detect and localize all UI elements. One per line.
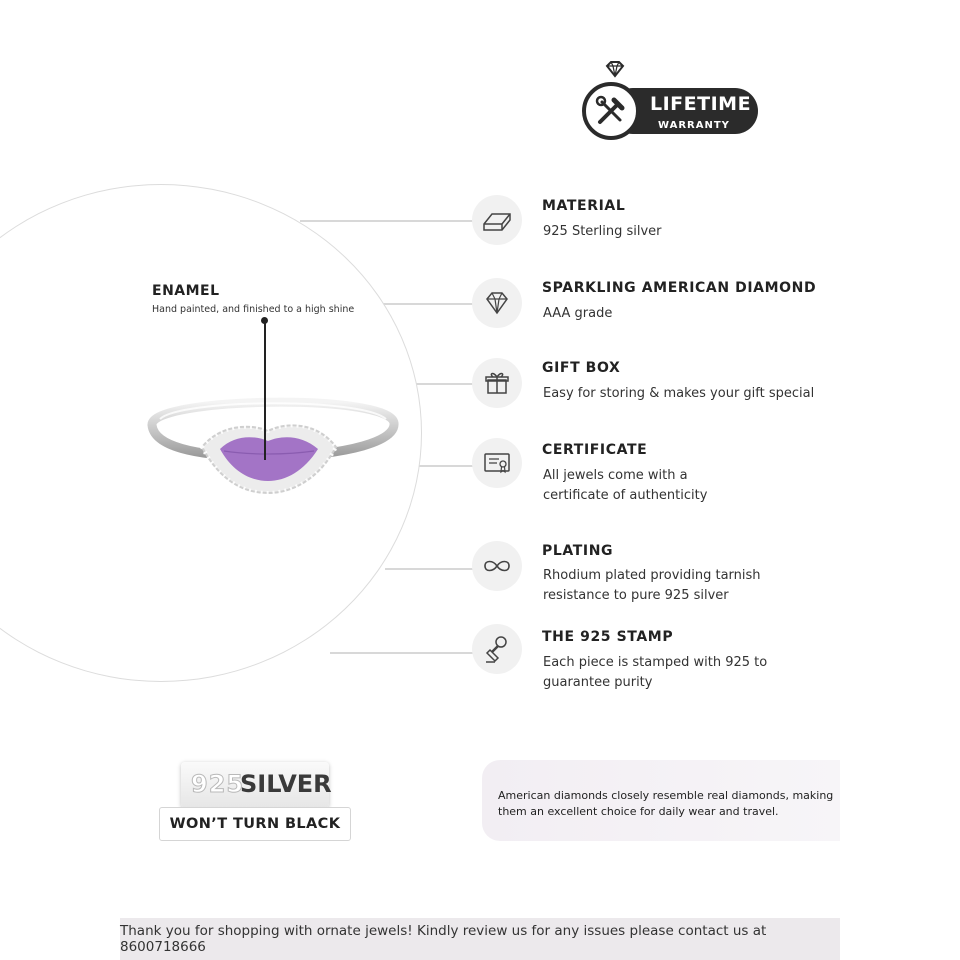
feature-title-gift-box: GIFT BOX xyxy=(542,360,621,376)
infinity-icon xyxy=(472,541,522,591)
feature-desc-certificate: All jewels come with a certificate of authenticity xyxy=(543,468,708,503)
silver-925-number: 925 xyxy=(191,770,245,798)
connector-line xyxy=(418,465,474,467)
feature-desc-material: 925 Sterling silver xyxy=(543,224,662,239)
enamel-title: ENAMEL xyxy=(152,283,220,299)
connector-line xyxy=(380,303,474,305)
footer-contact-text: Thank you for shopping with ornate jewels! Kindly review us for any issues please contact us at 8600718666 xyxy=(120,918,840,960)
silver-word: SILVER xyxy=(240,770,332,798)
warranty-line2: WARRANTY xyxy=(658,120,730,131)
certificate-icon xyxy=(472,438,522,488)
feature-desc-stamp: Each piece is stamped with 925 to guarantee purity xyxy=(543,655,768,690)
tools-icon xyxy=(582,82,640,140)
lifetime-warranty-badge xyxy=(582,60,772,150)
feature-title-stamp: THE 925 STAMP xyxy=(542,629,674,645)
wont-turn-black-label: WON’T TURN BLACK xyxy=(159,807,351,841)
feature-title-plating: PLATING xyxy=(542,543,614,559)
connector-line xyxy=(410,383,474,385)
stamp-icon xyxy=(472,624,522,674)
feature-title-diamond: SPARKLING AMERICAN DIAMOND xyxy=(542,280,817,296)
diamond-icon xyxy=(602,60,628,82)
connector-line xyxy=(330,652,474,654)
enamel-subtitle: Hand painted, and finished to a high shine xyxy=(152,304,355,315)
feature-desc-diamond: AAA grade xyxy=(543,306,613,321)
info-banner-text: American diamonds closely resemble real diamonds, making them an excellent choice for daily wear and travel. xyxy=(498,789,834,818)
info-banner xyxy=(482,760,840,841)
gift-box-icon xyxy=(472,358,522,408)
connector-line xyxy=(385,568,474,570)
feature-title-material: MATERIAL xyxy=(542,198,626,214)
silver-bar-icon xyxy=(472,195,522,245)
silver-925-badge xyxy=(181,762,332,808)
enamel-pointer-line xyxy=(264,318,266,460)
feature-desc-plating: Rhodium plated providing tarnish resistance to pure 925 silver xyxy=(543,568,761,603)
ring-image xyxy=(140,385,402,505)
feature-title-certificate: CERTIFICATE xyxy=(542,442,648,458)
warranty-line1: LIFETIME xyxy=(650,93,752,115)
connector-line xyxy=(300,220,474,222)
feature-desc-gift-box: Easy for storing & makes your gift special xyxy=(543,386,815,401)
diamond-icon xyxy=(472,278,522,328)
enamel-pointer-dot xyxy=(261,317,268,324)
